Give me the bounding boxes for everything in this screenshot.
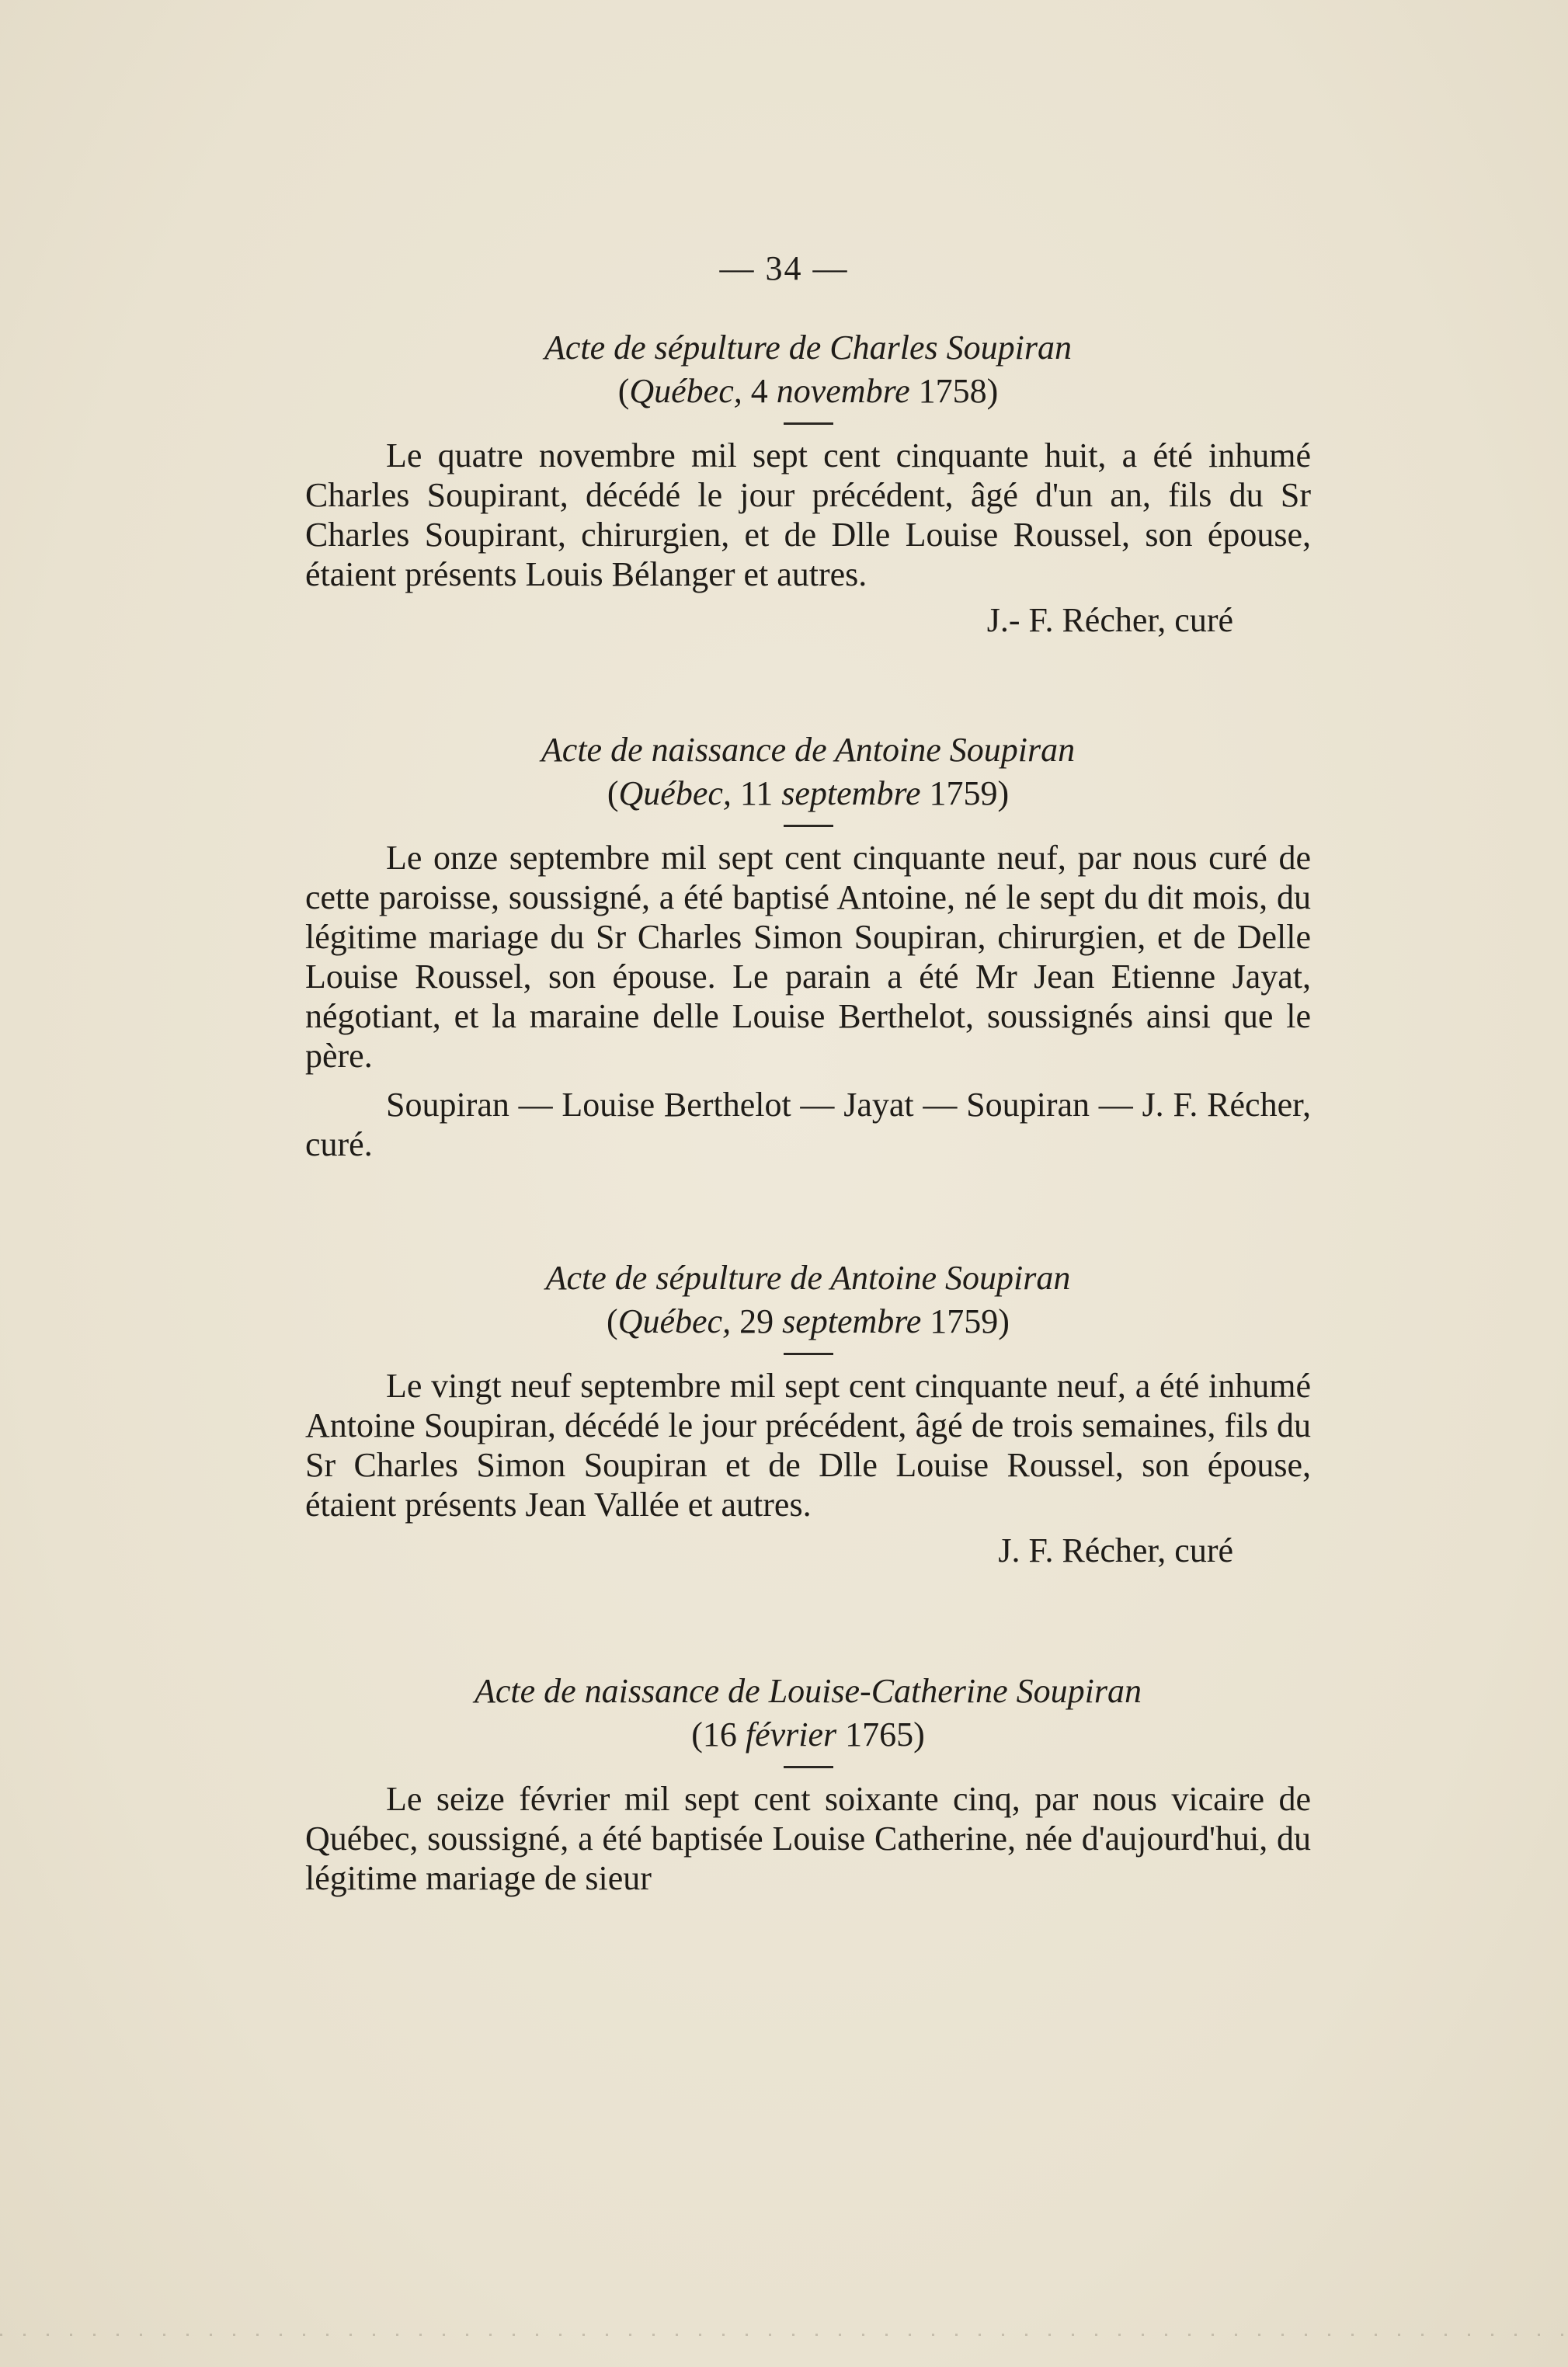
section-body: Le quatre novembre mil sept cent cinquante huit, a été inhumé Charles Soupirant, décédé le jour précédent, âgé d'un an, fils du Sr Charles Soupirant, chirurgien, et de Dlle Louise Roussel, son épouse, étaient présents Louis Bélanger et autres. (305, 436, 1311, 593)
section-title: Acte de sépulture de Charles Soupiran (544, 328, 1073, 367)
section-subtitle: (16 février 1765) (691, 1715, 925, 1754)
section-subtitle: (Québec, 29 septembre 1759) (607, 1302, 1010, 1340)
section-title: Acte de sépulture de Antoine Soupiran (545, 1259, 1071, 1297)
page-edge-marks (0, 2334, 1568, 2336)
section-subtitle: (Québec, 4 novembre 1758) (617, 372, 999, 410)
section-signature: J. F. Récher, curé (998, 1531, 1233, 1569)
section-signature: Soupiran — Louise Berthelot — Jayat — Soupiran — J. F. Récher, curé. (305, 1086, 1311, 1163)
section-subtitle: (Québec, 11 septembre 1759) (607, 774, 1010, 812)
section-body: Le vingt neuf septembre mil sept cent cinquante neuf, a été inhumé Antoine Soupiran, décédé le jour précédent, âgé de trois semaines, fils du Sr Charles Simon Soupiran et de Dlle Louise Roussel, son épouse, étaient présents Jean Vallée et autres. (305, 1367, 1311, 1524)
section-burial-antoine (305, 1256, 1311, 1570)
section-signature: J.- F. Récher, curé (986, 601, 1233, 639)
section-divider (784, 1766, 833, 1768)
section-divider (784, 825, 833, 827)
section-title: Acte de naissance de Antoine Soupiran (541, 731, 1076, 769)
section-body: Le onze septembre mil sept cent cinquante neuf, par nous curé de cette paroisse, soussigné, a été baptisé Antoine, né le sept du dit mois, du légitime mariage du Sr Charles Simon Soupiran, chirurgien, et de Delle Louise Roussel, son épouse. Le parain a été Mr Jean Etienne Jayat, négotiant, et la maraine delle Louise Berthelot, soussignés ainsi que le père. (305, 839, 1311, 1075)
section-title: Acte de naissance de Louise-Catherine Soupiran (474, 1672, 1142, 1710)
page-number: — 34 — (719, 249, 849, 287)
section-birth-antoine (305, 728, 1311, 1164)
section-body: Le seize février mil sept cent soixante cinq, par nous vicaire de Québec, soussigné, a été baptisée Louise Catherine, née d'aujourd'hui, du légitime mariage de sieur (305, 1780, 1311, 1897)
section-divider (784, 422, 833, 425)
section-birth-louise-catherine (305, 1670, 1311, 1898)
section-burial-charles (305, 326, 1311, 640)
section-divider (784, 1353, 833, 1355)
